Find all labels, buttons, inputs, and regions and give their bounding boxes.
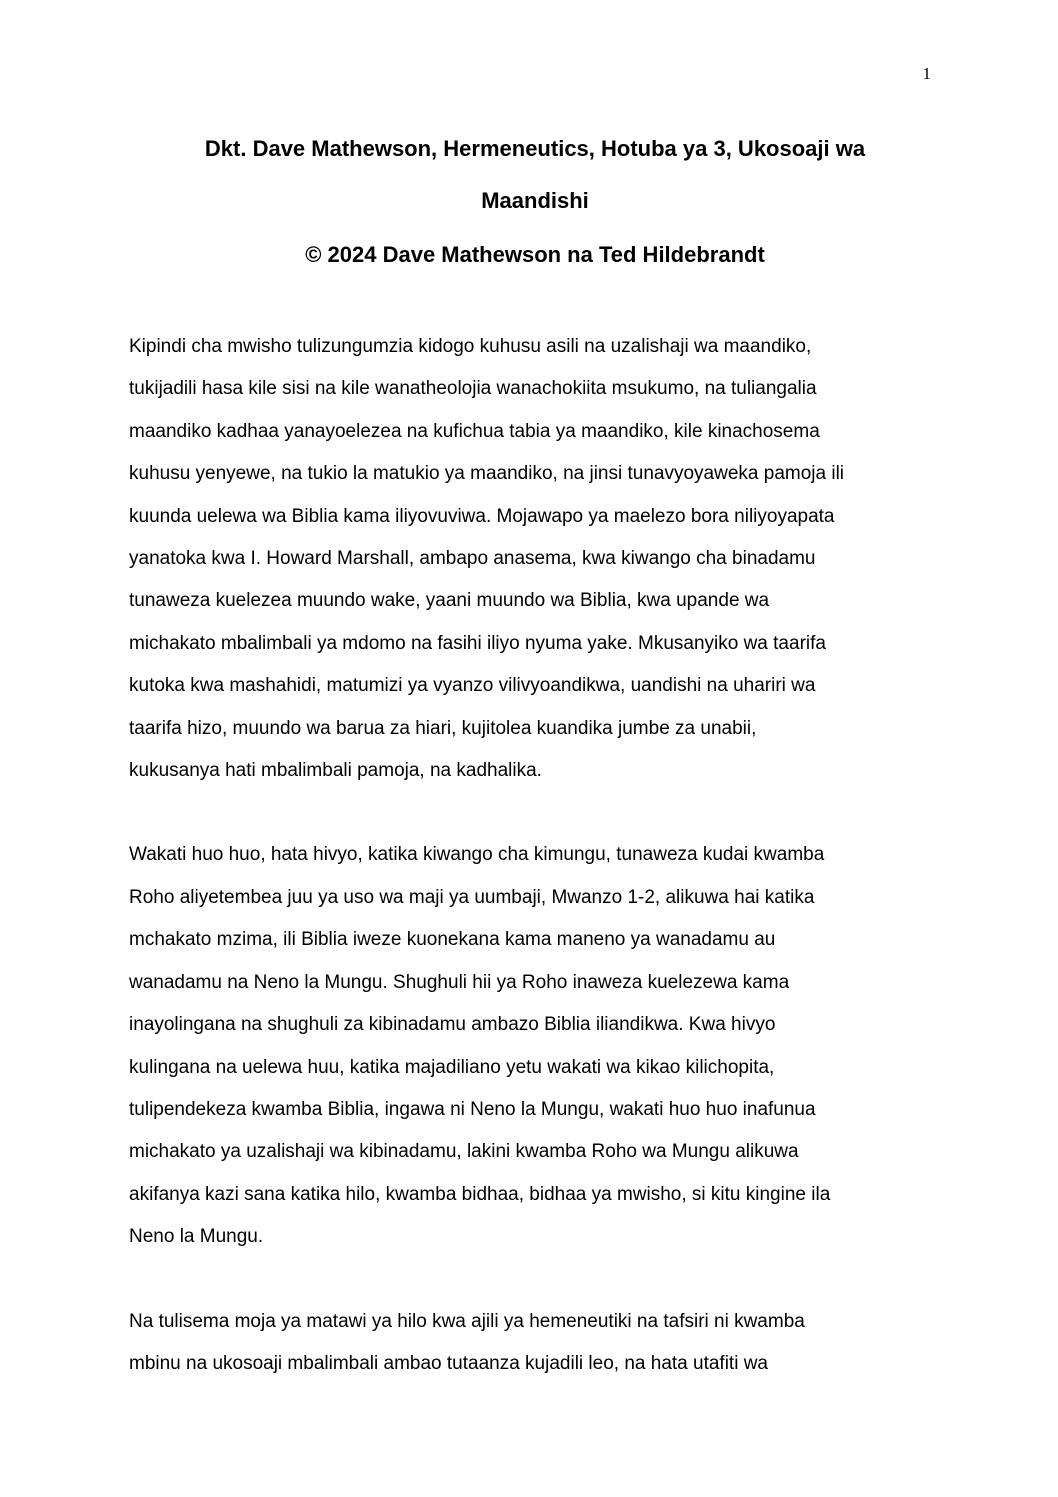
paragraph-line: kutoka kwa mashahidi, matumizi ya vyanzo vilivyoandikwa, uandishi na uhariri wa — [129, 675, 816, 697]
paragraph-line: inayolingana na shughuli za kibinadamu ambazo Biblia iliandikwa. Kwa hivyo — [129, 1014, 776, 1036]
body-text — [129, 326, 945, 1427]
paragraph-line: yanatoka kwa I. Howard Marshall, ambapo anasema, kwa kiwango cha binadamu — [129, 548, 816, 570]
paragraph-line: kuhusu yenyewe, na tukio la matukio ya maandiko, na jinsi tunavyoyaweka pamoja ili — [129, 463, 845, 485]
paragraph-line: tulipendekeza kwamba Biblia, ingawa ni Neno la Mungu, wakati huo huo inafunua — [129, 1098, 816, 1120]
page-number: 1 — [922, 64, 931, 83]
paragraph-line: Wakati huo huo, hata hivyo, katika kiwango cha kimungu, tunaweza kudai kwamba — [129, 844, 825, 866]
copyright-line: © 2024 Dave Mathewson na Ted Hildebrandt — [305, 242, 765, 267]
document-title — [129, 123, 941, 281]
paragraph-line: michakato mbalimbali ya mdomo na fasihi iliyo nyuma yake. Mkusanyiko wa taarifa — [129, 632, 826, 654]
title-line-2: Maandishi — [481, 188, 589, 213]
paragraph-line: kuunda uelewa wa Biblia kama iliyovuviwa. Mojawapo ya maelezo bora niliyoyapata — [129, 505, 835, 527]
paragraph-1 — [129, 326, 945, 792]
paragraph-line: wanadamu na Neno la Mungu. Shughuli hii ya Roho inaweza kuelezewa kama — [129, 971, 790, 993]
paragraph-line: Roho aliyetembea juu ya uso wa maji ya uumbaji, Mwanzo 1-2, alikuwa hai katika — [129, 886, 815, 908]
paragraph-line: mbinu na ukosoaji mbalimbali ambao tutaanza kujadili leo, na hata utafiti wa — [129, 1352, 768, 1374]
paragraph-line: Na tulisema moja ya matawi ya hilo kwa ajili ya hemeneutiki na tafsiri ni kwamba — [129, 1310, 805, 1332]
paragraph-line: kulingana na uelewa huu, katika majadiliano yetu wakati wa kikao kilichopita, — [129, 1056, 775, 1078]
paragraph-2 — [129, 834, 945, 1258]
paragraph-line: michakato ya uzalishaji wa kibinadamu, lakini kwamba Roho wa Mungu alikuwa — [129, 1141, 799, 1163]
paragraph-line: kukusanya hati mbalimbali pamoja, na kadhalika. — [129, 760, 542, 782]
paragraph-line: tukijadili hasa kile sisi na kile wanatheolojia wanachokiita msukumo, na tuliangalia — [129, 378, 817, 400]
paragraph-line: mchakato mzima, ili Biblia iweze kuonekana kama maneno ya wanadamu au — [129, 929, 776, 951]
paragraph-line: akifanya kazi sana katika hilo, kwamba bidhaa, bidhaa ya mwisho, si kitu kingine ila — [129, 1183, 831, 1205]
paragraph-line: Kipindi cha mwisho tulizungumzia kidogo kuhusu asili na uzalishaji wa maandiko, — [129, 336, 812, 357]
paragraph-3 — [129, 1301, 945, 1386]
paragraph-line: taarifa hizo, muundo wa barua za hiari, kujitolea kuandika jumbe za unabii, — [129, 717, 757, 739]
title-line-1: Dkt. Dave Mathewson, Hermeneutics, Hotuba ya 3, Ukosoaji wa — [204, 136, 866, 161]
paragraph-line: Neno la Mungu. — [129, 1226, 264, 1248]
paragraph-line: tunaweza kuelezea muundo wake, yaani muundo wa Biblia, kwa upande wa — [129, 590, 770, 612]
paragraph-line: maandiko kadhaa yanayoelezea na kufichua tabia ya maandiko, kile kinachosema — [129, 420, 820, 442]
